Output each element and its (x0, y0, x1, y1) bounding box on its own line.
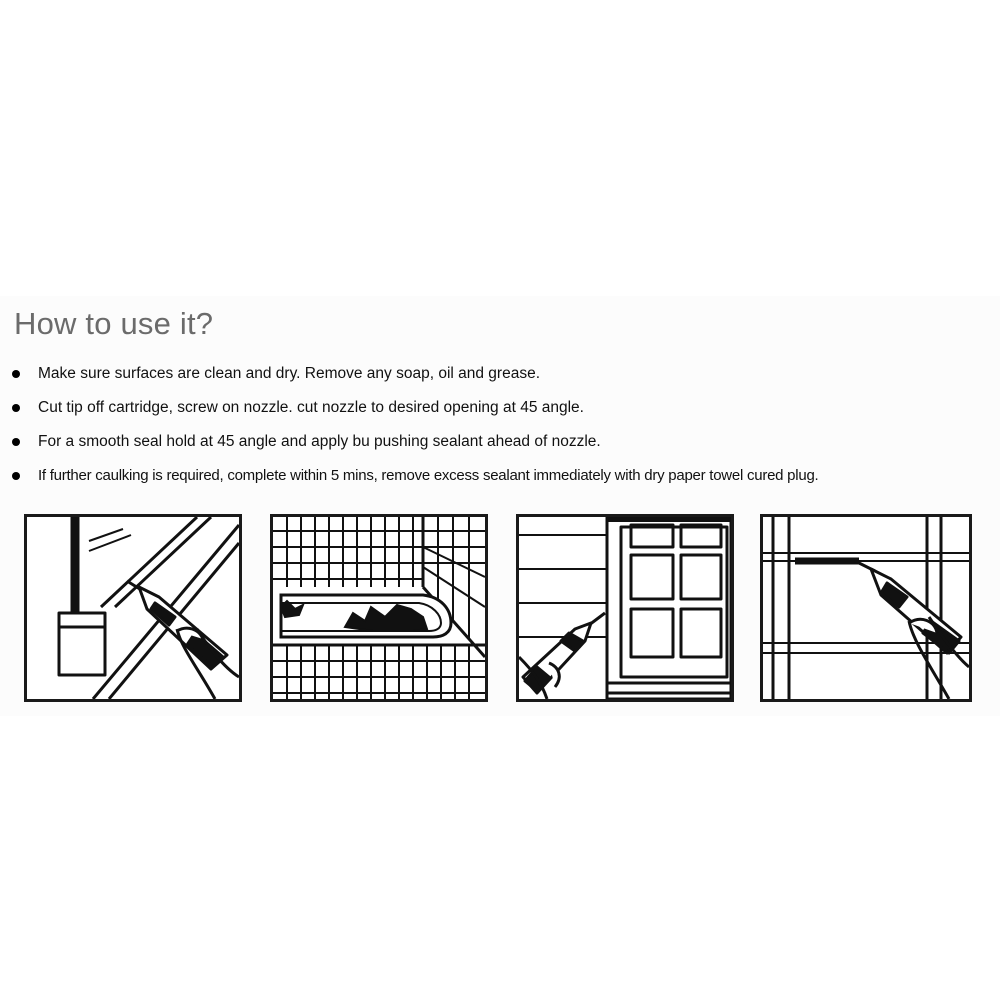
list-item (0, 364, 1000, 398)
list-item (0, 432, 1000, 466)
door-frame-caulking-icon (516, 514, 734, 702)
step-text: Make sure surfaces are clean and dry. Remove any soap, oil and grease. (38, 365, 541, 382)
instructions-section (0, 296, 1000, 716)
bullet-icon (12, 472, 20, 480)
window-sill-caulking-icon (760, 514, 972, 702)
step-text: Cut tip off cartridge, screw on nozzle. cut nozzle to desired opening at 45 angle. (38, 399, 584, 416)
page-title: How to use it? (14, 306, 214, 341)
bullet-icon (12, 438, 20, 446)
bullet-icon (12, 404, 20, 412)
window-frame-caulking-icon (24, 514, 242, 702)
step-text: If further caulking is required, complete within 5 mins, remove excess sealant immediately with dry paper towel cured plug. (38, 467, 819, 484)
step-text: For a smooth seal hold at 45 angle and apply bu pushing sealant ahead of nozzle. (38, 433, 601, 450)
bathtub-tile-sealing-icon (270, 514, 488, 702)
bullet-icon (12, 370, 20, 378)
steps-list (0, 364, 1000, 500)
list-item (0, 398, 1000, 432)
list-item (0, 466, 1000, 500)
